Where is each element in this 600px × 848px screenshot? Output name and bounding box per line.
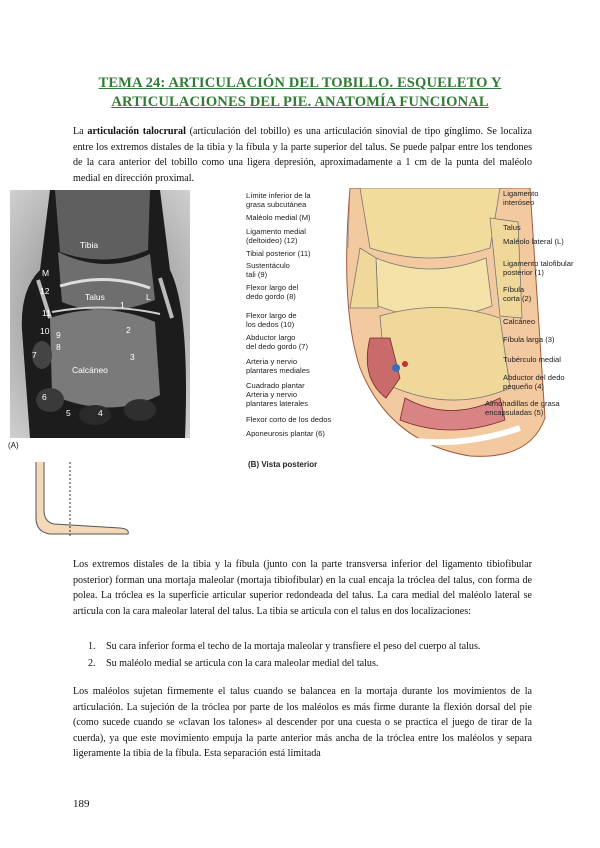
mri-label-4: 4 [98,408,103,418]
page-title [40,74,560,112]
mri-label-5: 5 [66,408,71,418]
label-flexor-largo-dedos: Flexor largo de los dedos (10) [246,311,297,329]
mri-label-10: 10 [40,326,50,336]
list-text: Su cara inferior forma el techo de la mortaja maleolar y transfiere el peso del cuerpo al talus. [106,641,481,652]
label-fibula-corta: Fíbula corta (2) [503,285,532,303]
label-ligamento-interoseo: Ligamento interόseo [503,189,539,207]
label-tuberculo-medial: Tubérculo medial [503,355,561,364]
mri-label-11: 11 [42,308,51,318]
mri-label-m: M [42,268,50,278]
label-sustentaculo: Sustentáculo tali (9) [246,261,290,279]
label-cuadrado-plantar: Cuadrado plantar [246,381,305,390]
label-arteria-nervio-laterales: Arteria y nervio plantares laterales [246,390,309,408]
mri-image [10,190,190,438]
intro-lead: La [73,126,88,137]
title-line-2: ARTICULACIONES DEL PIE. ANATOMÍA FUNCIONAL [111,94,489,110]
label-arteria-nervio-mediales: Arteria y nervio plantares mediales [246,357,310,375]
label-limite-grasa: Límite inferior de la grasa subcutánea [246,191,311,209]
mri-label-2: 2 [126,325,131,335]
paragraph-maleolos: Los maléolos sujetan firmemente el talus cuando se balancea en la mortaja durante los movimientos de la articulación. La sujeción de la tróclea por parte de los maléolos es más firme durante la flexión dorsal del pie (como sucede cuando se «clavan los talones» al descender por una cuesta o se practica el juego de tirar de la cuerda), ya que este movimiento empuja la parte anterior más ancha de la tróclea entre los maléolos y separa ligeramente la tibia de la fíbula. Esta separación está limitada [73,686,532,759]
label-abductor-largo: Abductor largo del dedo gordo (7) [246,333,309,351]
list-number: 1. [88,641,96,652]
label-talus: Talus [503,223,521,232]
mri-label-talus: Talus [85,292,105,302]
mri-label-calcaneo: Calcáneo [72,365,108,375]
label-abductor-dedo-pequeno: Abductor del dedo pequeño (4) [503,373,565,391]
label-tibial-posterior: Tibial posterior (11) [246,249,311,258]
mri-label-7: 7 [32,350,37,360]
mri-drawing [10,190,190,438]
label-flexor-largo-dedo-gordo: Flexor largo del dedo gordo (8) [246,283,299,301]
label-calcaneo: Calcáneo [503,317,536,326]
mri-label-8: 8 [56,342,61,352]
label-almohadillas-grasa: Almohadillas de grasa encapsuladas (5) [485,399,560,417]
label-maleolo-lateral: Maléolo lateral (L) [503,237,564,246]
mri-label-l: L [146,292,151,302]
page-number: 189 [73,798,90,810]
intro-rest: (articulación del tobillo) es una articulación sinovial de tipo gínglimo. Se localiza entre los extremos distales de la tibia y la fíbula y la parte superior del talus. Se puede palpar entre los tendones de la cara anterior del tobillo como una ligera depresión, aproximadamente a 1 cm de la punta del maléolo medial en dirección proximal. [73,126,532,184]
label-aponeurosis-plantar: Aponeurosis plantar (6) [246,429,325,438]
paragraph-mortaja: Los extremos distales de la tibia y la fíbula (junto con la parte transversa inferior del ligamento tibiofibular posterior) forman una mortaja maleolar (mortaja tibiofibular) en la cual encaja la tróclea del talus, con forma de polea. La tróclea es la superficie articular superior redondeada del talus. La cara medial del maléolo lateral se articula con la cara maleolar lateral del talus. La tibia se articula con el talus en dos localizaciones: [73,559,532,617]
mri-label-tibia: Tibia [80,240,99,250]
list-number: 2. [88,658,96,669]
label-maleolo-medial: Maléolo medial (M) [246,213,311,222]
mri-label-3: 3 [130,352,135,362]
articulation-list [88,638,528,672]
list-text: Su maléolo medial se articula con la cara maleolar medial del talus. [106,658,379,669]
intro-paragraph [73,124,532,186]
mri-label-6: 6 [42,392,47,402]
mri-label-12: 12 [40,286,50,296]
figure-a-label: (A) [8,441,19,450]
posterior-view-diagram [200,188,600,478]
label-fibula-larga: Fíbula larga (3) [503,335,555,344]
intro-term: articulación talocrural [87,126,186,137]
list-item [88,655,528,672]
mri-label-1: 1 [120,300,125,310]
list-item [88,638,528,655]
label-ligamento-medial: Ligamento medial (deltoideo) (12) [246,227,306,245]
foot-orientation-icon [30,462,134,538]
title-line-1: TEMA 24: ARTICULACIÓN DEL TOBILLO. ESQUELETO Y [98,75,502,91]
label-ligamento-talofibular: Ligamento talofibular posterior (1) [503,259,574,277]
label-flexor-corto: Flexor corto de los dedos [246,415,332,424]
mri-label-9: 9 [56,330,61,340]
figure-b-caption: (B) Vista posterior [248,460,318,469]
